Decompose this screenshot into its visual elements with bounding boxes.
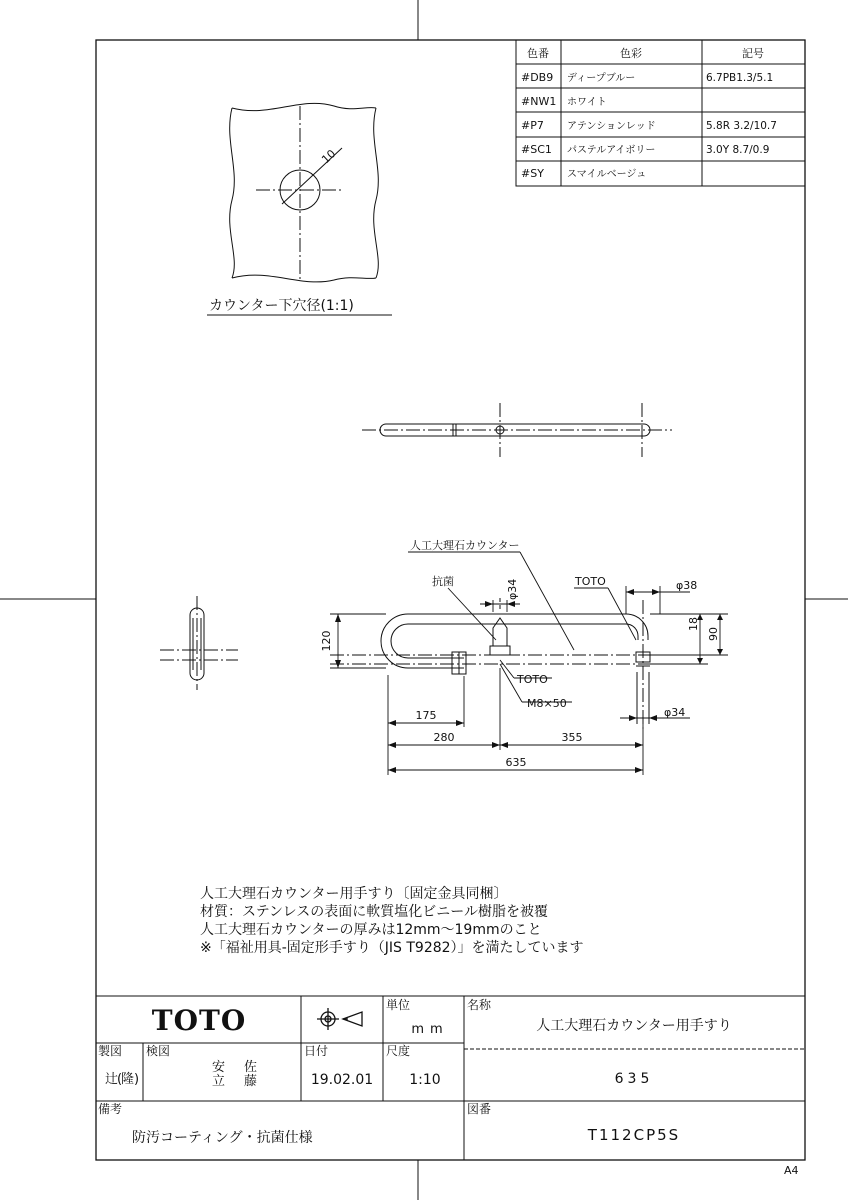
handrail-outer <box>381 614 648 668</box>
drawing-border <box>96 40 805 1160</box>
size-value: 635 <box>614 1071 654 1087</box>
color-row-symbol: 5.8R 3.2/10.7 <box>706 120 777 132</box>
color-row-code: #SY <box>521 167 544 180</box>
color-row-name: ディープブルー <box>567 73 636 84</box>
unit-label: 単位 <box>386 998 411 1012</box>
label-counter: 人工大理石カウンター <box>410 539 520 552</box>
color-row-symbol: 6.7PB1.3/5.1 <box>706 72 774 84</box>
checked-name: 佐 <box>244 1060 258 1075</box>
note-line: 材質：ステンレスの表面に軟質塩化ビニール樹脂を被覆 <box>200 904 548 920</box>
handrail-inner <box>391 624 638 658</box>
note-line: 人工大理石カウンター用手すり〔固定金具同梱〕 <box>200 886 508 902</box>
color-row-code: #DB9 <box>521 71 554 84</box>
paper-size: A4 <box>784 1164 799 1177</box>
label-bolt: M8×50 <box>527 697 567 710</box>
checked-name: 立 <box>212 1074 226 1089</box>
name-label: 名称 <box>467 998 492 1012</box>
hole-detail <box>230 103 379 282</box>
dim-d34-bottom: φ34 <box>664 706 686 719</box>
scale-label: 尺度 <box>386 1044 411 1058</box>
color-table-header-symbol: 記号 <box>742 47 764 60</box>
end-view <box>160 596 238 690</box>
note-line: ※「福祉用具-固定形手すり（JIS T9282）」を満たしています <box>200 940 584 956</box>
color-row-name: ホワイト <box>567 97 607 108</box>
counter-break-top <box>232 103 376 110</box>
color-row-name: スマイルベージュ <box>567 169 647 180</box>
remarks-value: 防汚コーティング・抗菌仕様 <box>132 1130 313 1146</box>
projection-symbol-icon <box>317 1008 362 1030</box>
hole-detail-caption: カウンター下穴径(1:1) <box>209 298 354 314</box>
notes-block <box>200 885 584 956</box>
drawn-bracket: ( <box>117 1072 123 1087</box>
brand-logo: TOTO <box>151 1004 247 1037</box>
dim-120: 120 <box>320 630 333 652</box>
note-line: 人工大理石カウンターの厚みは12mm〜19mmのこと <box>200 922 542 938</box>
name-value: 人工大理石カウンター用手すり <box>536 1018 732 1034</box>
dim-d38: φ38 <box>676 579 698 592</box>
checked-name: 安 <box>212 1060 226 1075</box>
counter-break-right <box>374 108 379 278</box>
label-toto-top: TOTO <box>575 575 606 588</box>
color-row-code: #P7 <box>521 119 544 132</box>
dim-90: 90 <box>707 627 720 641</box>
unit-value: mm <box>411 1022 449 1037</box>
color-row-code: #SC1 <box>521 143 552 156</box>
dim-d34-top: φ34 <box>506 578 519 600</box>
drawn-label: 製図 <box>98 1044 123 1058</box>
counter-break-bottom <box>232 275 376 282</box>
top-view <box>362 403 672 457</box>
label-toto-side: TOTO <box>517 673 548 686</box>
drawing-number-label: 図番 <box>467 1102 492 1116</box>
counter-break-left <box>230 108 235 278</box>
color-table-header-color: 色彩 <box>620 47 642 60</box>
date-value: 19.02.01 <box>310 1072 374 1088</box>
remarks-label: 備考 <box>98 1102 123 1116</box>
scale-value: 1:10 <box>409 1072 441 1088</box>
drawing-number-value: T112CP5S <box>587 1126 681 1144</box>
drawn-bracket: ) <box>134 1072 140 1087</box>
label-antibacterial: 抗菌 <box>432 575 454 588</box>
checked-name: 藤 <box>244 1074 258 1089</box>
color-row-name: パステルアイボリー <box>567 145 656 156</box>
dim-355: 355 <box>561 731 583 744</box>
color-table-header-number: 色番 <box>527 47 549 60</box>
drawn-value: 隆 <box>121 1072 135 1087</box>
dim-280: 280 <box>433 731 455 744</box>
color-row-symbol: 3.0Y 8.7/0.9 <box>706 144 770 156</box>
hole-diameter-label: 10 <box>319 147 339 167</box>
front-view <box>330 598 700 730</box>
drawn-value: 辻 <box>105 1072 119 1087</box>
color-row-name: アテンションレッド <box>567 121 656 132</box>
dim-635: 635 <box>505 756 527 769</box>
color-row-code: #NW1 <box>521 95 557 108</box>
checked-label: 検図 <box>146 1044 171 1058</box>
date-label: 日付 <box>304 1044 329 1058</box>
dim-175: 175 <box>415 709 437 722</box>
dim-18: 18 <box>687 617 700 631</box>
color-table <box>516 40 805 186</box>
